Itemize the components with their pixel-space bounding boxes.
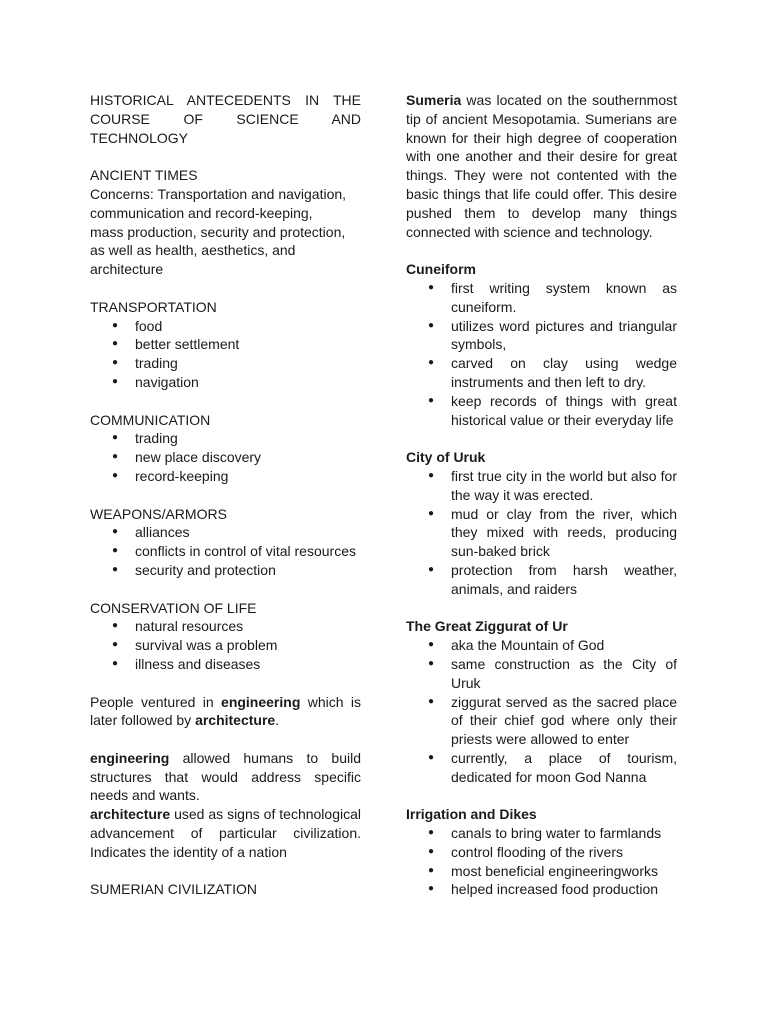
concerns-line: as well as health, aesthetics, and: [90, 242, 296, 259]
people-paragraph: [90, 693, 361, 731]
list-item: ● record-keeping: [90, 467, 361, 486]
concerns-line: Concerns: Transportation and navigation,: [90, 185, 347, 202]
bold-term: Sumeria: [406, 92, 462, 108]
list-item: ● utilizes word pictures and triangular symbols,: [406, 317, 677, 355]
list-item: ● control flooding of the rivers: [406, 843, 677, 862]
concerns-line: communication and record-keeping,: [90, 204, 313, 221]
bold-term: engineering: [90, 749, 170, 766]
text-run: used as signs of technological advancement of particular civilization. Indicates the identity of a nation: [90, 806, 361, 860]
list-item: ● carved on clay using wedge instruments and then left to dry.: [406, 354, 677, 392]
left-column: [90, 91, 361, 899]
irrigation-list: [406, 824, 677, 899]
text-run: allowed humans to build structures that would address specific needs and wants.: [90, 749, 361, 804]
list-item: ● keep records of things with great historical value or their everyday life: [406, 392, 677, 430]
conservation-heading: CONSERVATION OF LIFE: [90, 599, 257, 616]
list-item: ● new place discovery: [90, 448, 361, 467]
bold-term: architecture: [195, 712, 276, 729]
weapons-heading: WEAPONS/ARMORS: [90, 505, 227, 522]
list-item: ● currently, a place of tourism, dedicated for moon God Nanna: [406, 749, 677, 787]
list-item: ● navigation: [90, 373, 361, 392]
transportation-list: [90, 317, 361, 392]
list-item: ● ziggurat served as the sacred place of their chief god where only their priests were allowed to enter: [406, 693, 677, 749]
concerns-line: architecture: [90, 261, 164, 278]
list-item: ● better settlement: [90, 335, 361, 354]
document-title: HISTORICAL ANTECEDENTS IN THE COURSE OF SCIENCE AND TECHNOLOGY: [90, 92, 361, 146]
concerns-text: [90, 185, 361, 279]
list-item: ● natural resources: [90, 617, 361, 636]
right-column: [406, 91, 677, 899]
list-item: ● food: [90, 317, 361, 336]
list-item: ● aka the Mountain of God: [406, 636, 677, 655]
ziggurat-list: [406, 636, 677, 786]
list-item: ● trading: [90, 429, 361, 448]
list-item: ● helped increased food production: [406, 880, 677, 899]
list-item: ● same construction as the City of Uruk: [406, 655, 677, 693]
list-item: ● illness and diseases: [90, 655, 361, 674]
weapons-list: [90, 523, 361, 579]
uruk-list: [406, 467, 677, 599]
transportation-heading: TRANSPORTATION: [90, 298, 217, 315]
ancient-times-heading: ANCIENT TIMES: [90, 167, 198, 184]
conservation-list: [90, 617, 361, 673]
bold-term: architecture: [90, 806, 171, 823]
cuneiform-list: [406, 279, 677, 429]
uruk-heading: City of Uruk: [406, 449, 486, 466]
list-item: ● trading: [90, 354, 361, 373]
communication-list: [90, 429, 361, 485]
concerns-line: mass production, security and protection,: [90, 223, 346, 240]
list-item: ● canals to bring water to farmlands: [406, 824, 677, 843]
list-item: ● mud or clay from the river, which they mixed with reeds, producing sun-baked brick: [406, 505, 677, 561]
list-item: ● first true city in the world but also for the way it was erected.: [406, 467, 677, 505]
list-item: ● conflicts in control of vital resources: [90, 542, 361, 561]
list-item: ● protection from harsh weather, animals, and raiders: [406, 561, 677, 599]
list-item: ● survival was a problem: [90, 636, 361, 655]
irrigation-heading: Irrigation and Dikes: [406, 806, 537, 823]
engineering-paragraph: [90, 749, 361, 805]
list-item: ● security and protection: [90, 561, 361, 580]
text-run: People ventured in: [90, 693, 222, 710]
cuneiform-heading: Cuneiform: [406, 261, 476, 278]
text-run: which is later followed by: [90, 693, 361, 729]
text-run: .: [275, 712, 280, 729]
communication-heading: COMMUNICATION: [90, 411, 211, 428]
list-item: ● first writing system known as cuneiform.: [406, 279, 677, 317]
list-item: ● alliances: [90, 523, 361, 542]
list-item: ● most beneficial engineeringworks: [406, 862, 677, 881]
sumeria-paragraph: [406, 91, 677, 241]
text-run: was located on the southernmost tip of ancient Mesopotamia. Sumerians are known for their high degree of cooperation with one another and their desire for great things. They were not contented with the basic things that life could offer. This desire pushed them to develop many things connected with science and technology.: [406, 92, 677, 240]
bold-term: engineering: [221, 693, 301, 710]
architecture-paragraph: [90, 805, 361, 861]
sumerian-heading: SUMERIAN CIVILIZATION: [90, 881, 257, 898]
ziggurat-heading: The Great Ziggurat of Ur: [406, 618, 568, 635]
